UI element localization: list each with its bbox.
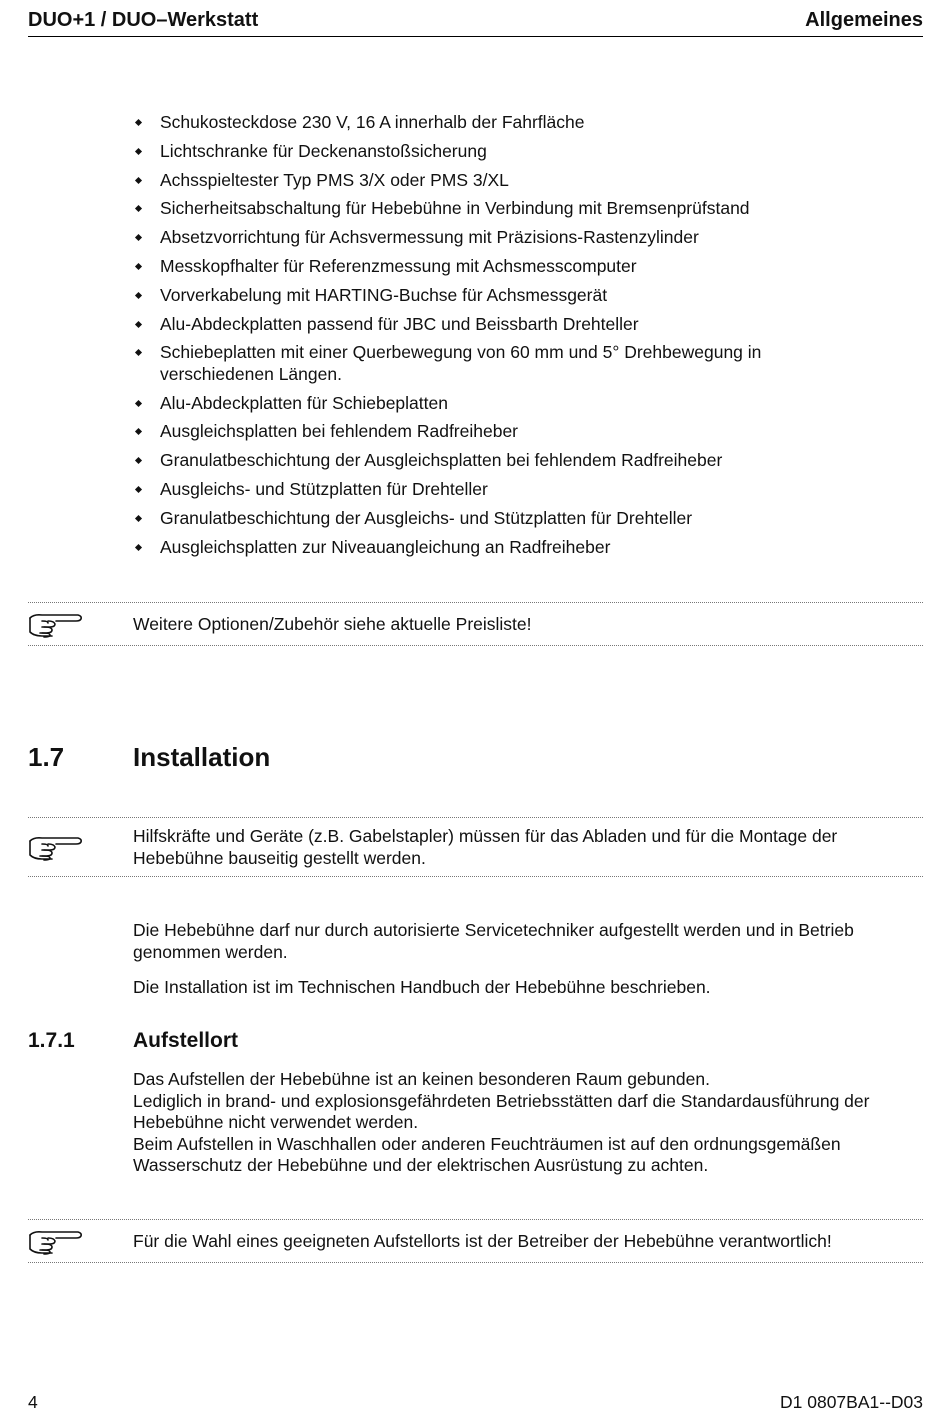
bullet-icon	[135, 205, 142, 212]
list-item	[133, 170, 853, 192]
bullet-icon	[135, 486, 142, 493]
list-item-text: Alu-Abdeckplatten für Schiebeplatten	[160, 392, 448, 413]
subsection-body	[133, 1069, 923, 1177]
note-options	[28, 602, 923, 646]
paragraph: Das Aufstellen der Hebebühne ist an keinen besonderen Raum gebunden.	[133, 1069, 710, 1089]
list-item-text: Granulatbeschichtung der Ausgleichsplatten bei fehlendem Radfreiheber	[160, 450, 723, 471]
paragraph: Beim Aufstellen in Waschhallen oder anderen Feuchträumen ist auf den ordnungsgemäßen Wasserschutz der Hebebühne und der elektrischen Ausrüstung zu achten.	[133, 1133, 841, 1175]
page-number: 4	[28, 1392, 38, 1412]
list-item	[133, 479, 853, 501]
bullet-icon	[135, 349, 142, 356]
list-item-text: Ausgleichsplatten zur Niveauangleichung an Radfreiheber	[160, 536, 611, 557]
document-id: D1 0807BA1--D03	[780, 1392, 923, 1412]
options-list	[133, 112, 853, 565]
list-item	[133, 285, 853, 307]
bullet-icon	[135, 234, 142, 241]
list-item-text: Sicherheitsabschaltung für Hebebühne in Verbindung mit Bremsenprüfstand	[160, 198, 750, 219]
section-number: 1.7	[28, 742, 65, 772]
list-item-text: Achsspieltester Typ PMS 3/X oder PMS 3/XL	[160, 169, 509, 190]
pointing-hand-icon	[28, 832, 84, 868]
list-item-text: Schiebeplatten mit einer Querbewegung von 60 mm und 5° Drehbewegung in verschiedenen Längen.	[160, 342, 762, 384]
bullet-icon	[135, 148, 142, 155]
list-item-text: Ausgleichs- und Stützplatten für Drehteller	[160, 479, 488, 500]
note-responsibility	[28, 1219, 923, 1263]
list-item	[133, 421, 853, 443]
pointing-hand-icon	[28, 1226, 84, 1262]
note-text: Weitere Optionen/Zubehör siehe aktuelle Preisliste!	[133, 614, 532, 634]
header-title: DUO+1 / DUO–Werkstatt	[28, 9, 259, 31]
list-item	[133, 342, 853, 385]
paragraph: Die Installation ist im Technischen Handbuch der Hebebühne beschrieben.	[133, 977, 711, 997]
subsection-title: Aufstellort	[133, 1029, 238, 1052]
subsection-number: 1.7.1	[28, 1029, 75, 1052]
bullet-icon	[135, 292, 142, 299]
bullet-icon	[135, 119, 142, 126]
list-item-text: Messkopfhalter für Referenzmessung mit Achsmesscomputer	[160, 255, 637, 276]
list-item-text: Schukosteckdose 230 V, 16 A innerhalb der Fahrfläche	[160, 112, 585, 132]
note-text: Hilfskräfte und Geräte (z.B. Gabelstapler) müssen für das Abladen und für die Montage der Hebebühne bauseitig gestellt werden.	[133, 826, 838, 868]
paragraph: Die Hebebühne darf nur durch autorisierte Servicetechniker aufgestellt werden und in Betrieb genommen werden.	[133, 920, 854, 962]
paragraph: Lediglich in brand- und explosionsgefährdeten Betriebsstätten darf die Standardausführung der Hebebühne nicht verwendet werden.	[133, 1090, 870, 1132]
list-item-text: Vorverkabelung mit HARTING-Buchse für Achsmessgerät	[160, 284, 608, 305]
list-item	[133, 256, 853, 278]
note-helpers	[28, 817, 923, 877]
list-item	[133, 450, 853, 472]
list-item-text: Granulatbeschichtung der Ausgleichs- und Stützplatten für Drehteller	[160, 507, 693, 528]
list-item	[133, 314, 853, 336]
list-item	[133, 227, 853, 249]
bullet-icon	[135, 544, 142, 551]
note-text: Für die Wahl eines geeigneten Aufstellorts ist der Betreiber der Hebebühne verantwortlich!	[133, 1231, 832, 1251]
header-section: Allgemeines	[805, 9, 923, 31]
bullet-icon	[135, 515, 142, 522]
bullet-icon	[135, 400, 142, 407]
page-header	[28, 8, 923, 37]
pointing-hand-icon	[28, 609, 84, 645]
list-item	[133, 112, 853, 134]
bullet-icon	[135, 177, 142, 184]
list-item	[133, 508, 853, 530]
list-item	[133, 141, 853, 163]
list-item	[133, 393, 853, 415]
bullet-icon	[135, 321, 142, 328]
list-item-text: Alu-Abdeckplatten passend für JBC und Beissbarth Drehteller	[160, 313, 639, 334]
bullet-icon	[135, 428, 142, 435]
list-item	[133, 537, 853, 559]
bullet-icon	[135, 263, 142, 270]
section-title: Installation	[133, 742, 271, 772]
bullet-icon	[135, 457, 142, 464]
list-item-text: Ausgleichsplatten bei fehlendem Radfreiheber	[160, 421, 519, 442]
list-item-text: Absetzvorrichtung für Achsvermessung mit Präzisions-Rastenzylinder	[160, 227, 699, 248]
list-item	[133, 198, 853, 220]
list-item-text: Lichtschranke für Deckenanstoßsicherung	[160, 140, 487, 161]
